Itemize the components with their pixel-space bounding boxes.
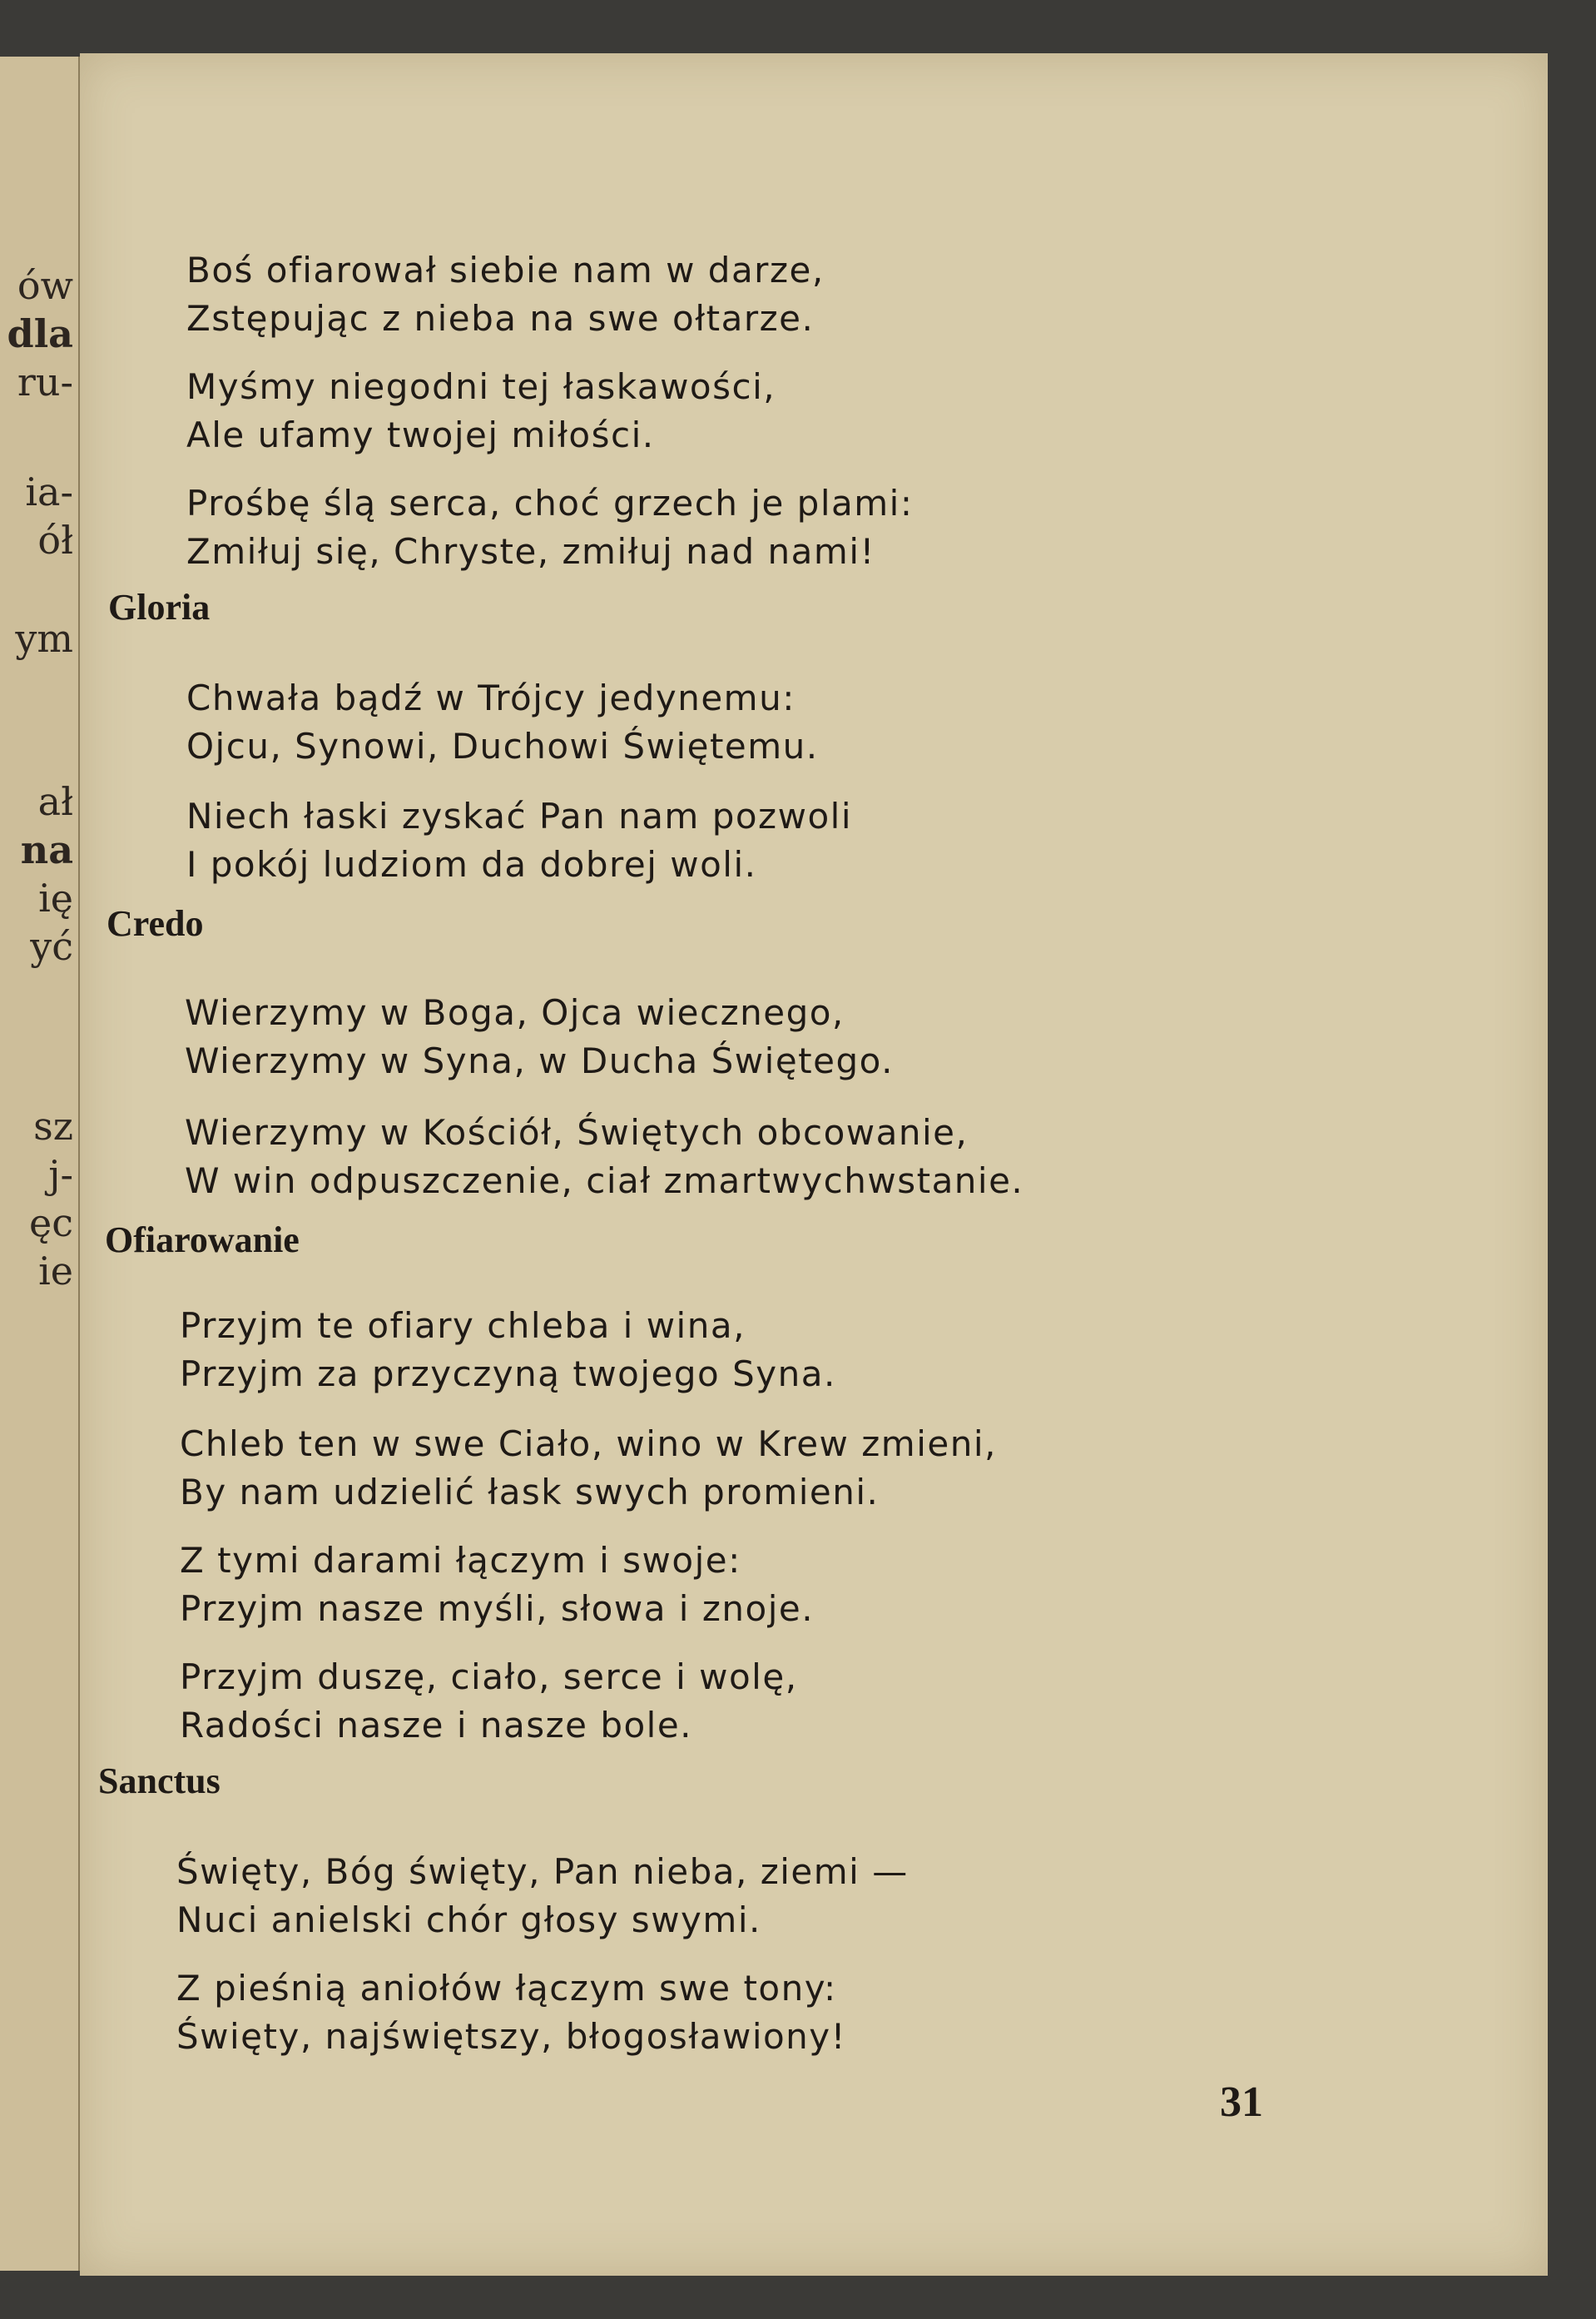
stanza bbox=[186, 674, 819, 771]
stanza bbox=[176, 1848, 909, 1944]
stanza bbox=[186, 479, 913, 576]
left-page-fragment: ów bbox=[17, 263, 73, 308]
verse-line: Radości nasze i nasze bole. bbox=[180, 1705, 693, 1745]
section-heading: Ofiarowanie bbox=[105, 1219, 300, 1260]
verse-line: Przyjm duszę, ciało, serce i wolę, bbox=[180, 1656, 798, 1697]
page-content bbox=[80, 53, 1548, 2276]
verse-line: Boś ofiarował siebie nam w darze, bbox=[186, 250, 825, 290]
verse-line: Przyjm te ofiary chleba i wina, bbox=[180, 1305, 746, 1346]
verse-line: Zmiłuj się, Chryste, zmiłuj nad nami! bbox=[186, 531, 875, 572]
stanza bbox=[186, 363, 776, 459]
verse-line: W win odpuszczenie, ciał zmartwychwstanie. bbox=[185, 1160, 1024, 1201]
left-page-edge bbox=[0, 57, 82, 2271]
section-heading: Gloria bbox=[108, 587, 211, 628]
verse-line: Przyjm za przyczyną twojego Syna. bbox=[180, 1353, 836, 1394]
left-page-fragment: ie bbox=[38, 1249, 73, 1294]
section-heading: Credo bbox=[107, 903, 204, 944]
verse-line: Wierzymy w Kościół, Świętych obcowanie, bbox=[185, 1112, 969, 1153]
left-page-fragment: j- bbox=[48, 1152, 73, 1197]
left-page-fragment: dla bbox=[7, 311, 73, 356]
page-number: 31 bbox=[1220, 2078, 1263, 2126]
verse-line: Przyjm nasze myśli, słowa i znoje. bbox=[180, 1588, 815, 1629]
left-page-fragment: ru- bbox=[17, 360, 73, 405]
left-page-fragment: na bbox=[20, 827, 73, 872]
verse-line: Wierzymy w Boga, Ojca wiecznego, bbox=[185, 992, 845, 1033]
verse-line: Święty, Bóg święty, Pan nieba, ziemi — bbox=[176, 1851, 909, 1892]
verse-line: Wierzymy w Syna, w Ducha Świętego. bbox=[185, 1040, 894, 1081]
stanza bbox=[180, 1420, 997, 1517]
verse-line: Myśmy niegodni tej łaskawości, bbox=[186, 366, 776, 407]
section-heading: Sanctus bbox=[98, 1760, 221, 1801]
verse-line: Nuci anielski chór głosy swymi. bbox=[176, 1899, 761, 1940]
left-page-fragment: ęc bbox=[29, 1200, 73, 1245]
verse-line: I pokój ludziom da dobrej woli. bbox=[186, 844, 757, 885]
stanza bbox=[186, 246, 825, 343]
verse-line: Z tymi darami łączym i swoje: bbox=[180, 1540, 741, 1581]
verse-line: Ale ufamy twojej miłości. bbox=[186, 415, 655, 455]
left-page-fragment: ia- bbox=[25, 469, 73, 514]
stanza bbox=[180, 1653, 798, 1750]
stanza bbox=[176, 1964, 846, 2061]
verse-line: Chleb ten w swe Ciało, wino w Krew zmieni, bbox=[180, 1423, 997, 1464]
verse-line: Z pieśnią aniołów łączym swe tony: bbox=[176, 1968, 837, 2009]
verse-line: Niech łaski zyskać Pan nam pozwoli bbox=[186, 796, 852, 837]
left-page-fragment: ał bbox=[37, 779, 73, 824]
verse-line: Ojcu, Synowi, Duchowi Świętemu. bbox=[186, 726, 819, 767]
left-page-fragment: yć bbox=[30, 924, 73, 969]
left-page-fragment: ół bbox=[37, 518, 73, 563]
verse-line: Zstępując z nieba na swe ołtarze. bbox=[186, 298, 815, 339]
stanza bbox=[185, 1109, 1024, 1205]
stanza bbox=[185, 989, 894, 1085]
stanza bbox=[180, 1537, 814, 1633]
verse-line: By nam udzielić łask swych promieni. bbox=[180, 1472, 880, 1512]
book-page bbox=[80, 53, 1548, 2276]
left-page-fragment: sz bbox=[33, 1104, 73, 1149]
left-page-fragment: ym bbox=[15, 616, 73, 661]
stanza bbox=[180, 1302, 836, 1398]
verse-line: Prośbę ślą serca, choć grzech je plami: bbox=[186, 483, 914, 524]
verse-line: Święty, najświętszy, błogosławiony! bbox=[176, 2016, 846, 2057]
left-page-fragment: ię bbox=[38, 876, 73, 921]
verse-line: Chwała bądź w Trójcy jedynemu: bbox=[186, 678, 796, 718]
stanza bbox=[186, 792, 852, 889]
